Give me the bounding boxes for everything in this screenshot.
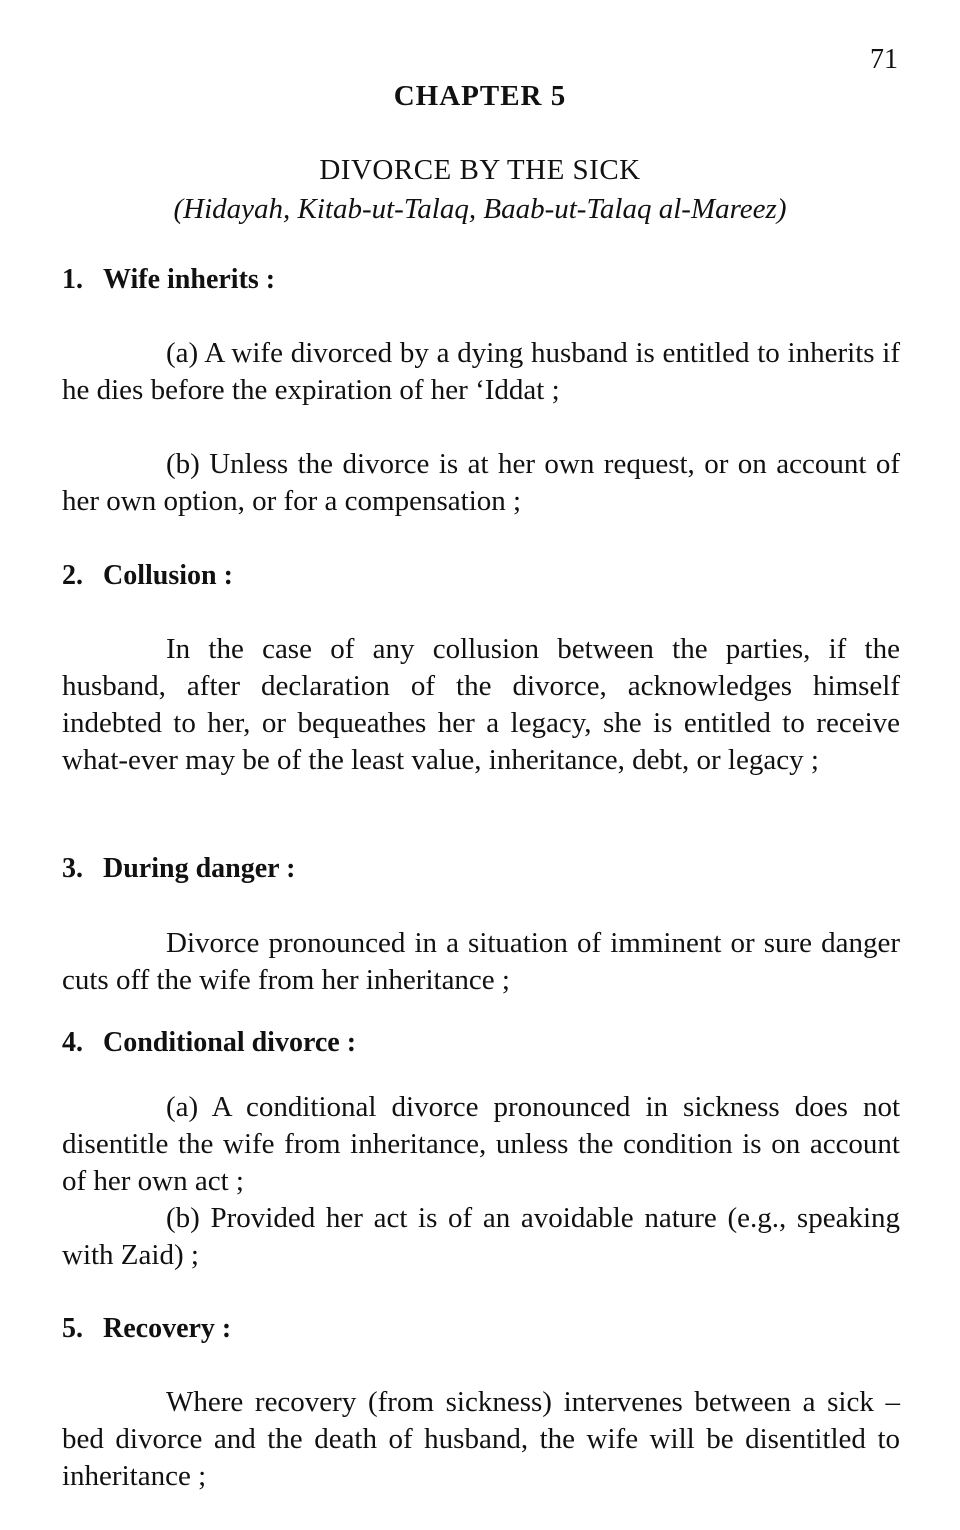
chapter-heading: CHAPTER 5 bbox=[393, 80, 567, 112]
section-title: Recovery : bbox=[103, 1313, 232, 1344]
section-number: 1. bbox=[62, 264, 83, 295]
paragraph: (b) Unless the divorce is at her own request, or on account of her own option, or for a compensation ; bbox=[62, 448, 900, 517]
section-heading bbox=[62, 1313, 231, 1345]
section-number: 2. bbox=[62, 560, 83, 591]
page-number: 71 bbox=[870, 44, 898, 75]
section-number: 3. bbox=[62, 853, 83, 884]
paragraph: Divorce pronounced in a situation of imminent or sure danger cuts off the wife from her inheritance ; bbox=[62, 927, 900, 996]
paragraph: (a) A wife divorced by a dying husband is entitled to inherits if he dies before the expiration of her ‘Iddat ; bbox=[62, 337, 900, 406]
paragraph: (a) A conditional divorce pronounced in sickness does not disentitle the wife from inheritance, unless the condition is on account of her own act ; bbox=[62, 1091, 900, 1197]
paragraph: (b) Provided her act is of an avoidable nature (e.g., speaking with Zaid) ; bbox=[62, 1202, 900, 1271]
section-heading bbox=[62, 560, 233, 592]
chapter-title: DIVORCE BY THE SICK bbox=[319, 154, 641, 186]
section-heading bbox=[62, 264, 275, 296]
paragraph: In the case of any collusion between the parties, if the husband, after declaration of the divorce, acknowledges himself indebted to her, or bequeathes her a legacy, she is entitled to receive what-ever may be of the least value, inheritance, debt, or legacy ; bbox=[62, 633, 900, 776]
section-number: 5. bbox=[62, 1313, 83, 1344]
section-title: Collusion : bbox=[103, 560, 233, 591]
section-title: During danger : bbox=[103, 853, 296, 884]
section-heading bbox=[62, 853, 295, 885]
paragraph: Where recovery (from sickness) intervenes between a sick – bed divorce and the death of husband, the wife will be disentitled to inheritance ; bbox=[62, 1386, 900, 1492]
section-heading bbox=[62, 1027, 356, 1059]
section-number: 4. bbox=[62, 1027, 83, 1058]
section-title: Wife inherits : bbox=[103, 264, 276, 295]
chapter-subtitle: (Hidayah, Kitab-ut-Talaq, Baab-ut-Talaq al-Mareez) bbox=[173, 193, 787, 225]
section-title: Conditional divorce : bbox=[103, 1027, 357, 1058]
